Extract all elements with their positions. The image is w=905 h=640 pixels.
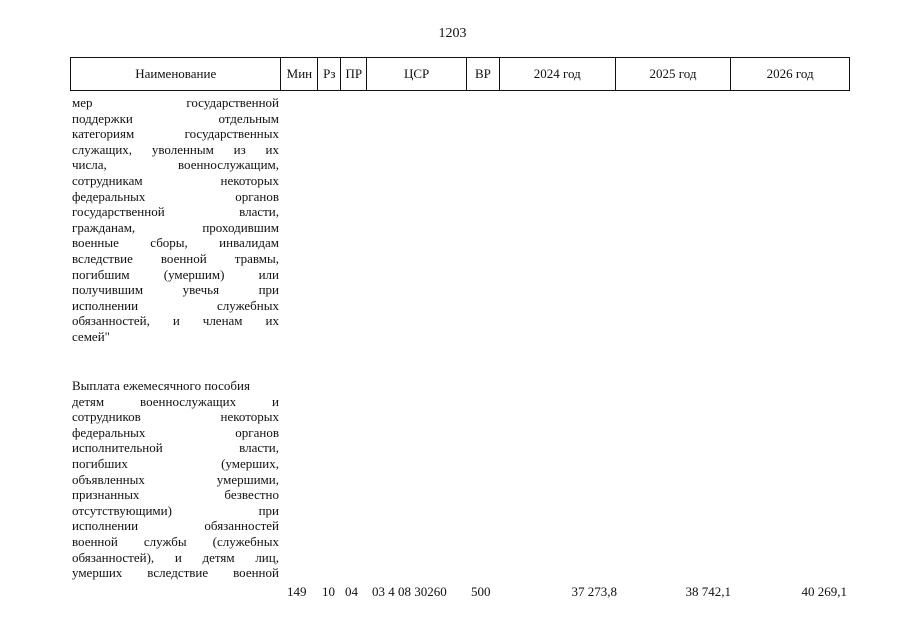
page-number: 1203 bbox=[438, 26, 467, 41]
header-2024: 2024 год bbox=[500, 58, 616, 90]
cell-2025: 38 742,1 bbox=[685, 584, 731, 599]
table-row bbox=[70, 584, 850, 600]
header-name: Наименование bbox=[71, 58, 281, 90]
text-line bbox=[72, 251, 279, 267]
word: уволенным bbox=[151, 141, 214, 157]
word: (умерших, bbox=[221, 455, 279, 471]
word: военной bbox=[72, 533, 118, 549]
word: инвалидам bbox=[219, 235, 279, 251]
text-line bbox=[72, 472, 279, 488]
word: органов bbox=[235, 188, 279, 204]
word: военнослужащим, bbox=[178, 157, 279, 173]
word: исполнении bbox=[72, 518, 139, 534]
word: умерших bbox=[72, 565, 123, 581]
text-line bbox=[72, 518, 279, 534]
text-line bbox=[72, 111, 279, 127]
text-line bbox=[72, 425, 279, 441]
cell-vr: 500 bbox=[471, 584, 491, 599]
text-line bbox=[72, 204, 279, 220]
cell-rz: 10 bbox=[322, 584, 335, 599]
text-line bbox=[72, 142, 279, 158]
word: власти, bbox=[239, 204, 279, 220]
word: детям bbox=[72, 393, 105, 409]
word: лиц, bbox=[255, 549, 279, 565]
word: федеральных bbox=[72, 424, 146, 440]
word: и bbox=[174, 549, 182, 565]
word: при bbox=[258, 502, 279, 518]
text-line: семей" bbox=[72, 328, 110, 344]
text-line bbox=[72, 189, 279, 205]
text-line bbox=[72, 456, 279, 472]
text-line bbox=[72, 282, 279, 298]
word: обязанностей bbox=[204, 518, 279, 534]
word: и bbox=[272, 393, 279, 409]
text-line bbox=[72, 126, 279, 142]
word: проходившим bbox=[202, 219, 279, 235]
word: отсутствующими) bbox=[72, 502, 172, 518]
text-line bbox=[72, 409, 279, 425]
cell-2024: 37 273,8 bbox=[571, 584, 617, 599]
word: при bbox=[258, 282, 279, 298]
word: службы bbox=[143, 533, 187, 549]
text-line bbox=[72, 173, 279, 189]
word: (умершим) bbox=[163, 266, 225, 282]
word: безвестно bbox=[224, 487, 279, 503]
word: (служебных bbox=[212, 533, 279, 549]
header-min: Мин bbox=[281, 58, 318, 90]
cell-csr: 03 4 08 30260 bbox=[372, 584, 447, 599]
header-vr: ВР bbox=[467, 58, 500, 90]
text-line: Выплата ежемесячного пособия bbox=[72, 378, 250, 393]
item-description bbox=[72, 378, 279, 581]
word: вследствие bbox=[147, 565, 209, 581]
header-2026: 2026 год bbox=[766, 66, 814, 81]
text-line bbox=[72, 267, 279, 283]
word: погибшим bbox=[72, 266, 130, 282]
word: числа, bbox=[72, 157, 107, 173]
word: сборы, bbox=[150, 235, 188, 251]
header-pr: ПР bbox=[341, 58, 367, 90]
text-line bbox=[72, 157, 279, 173]
text-line bbox=[72, 313, 279, 329]
header-2025: 2025 год bbox=[616, 58, 732, 90]
header-rz: Рз bbox=[318, 58, 341, 90]
table-header bbox=[70, 57, 850, 91]
word: мер bbox=[72, 95, 93, 110]
word: травмы, bbox=[234, 250, 279, 266]
word: членам bbox=[202, 313, 243, 329]
word: военнослужащих bbox=[140, 393, 237, 409]
word: сотрудников bbox=[72, 409, 141, 425]
text-line bbox=[72, 298, 279, 314]
text-line bbox=[72, 503, 279, 519]
word: военные bbox=[72, 235, 119, 251]
word: или bbox=[258, 266, 279, 282]
cell-2026: 40 269,1 bbox=[801, 584, 847, 599]
word: федеральных bbox=[72, 188, 146, 204]
word: отдельным bbox=[218, 110, 279, 126]
word: служащих, bbox=[72, 141, 133, 157]
word: их bbox=[265, 313, 279, 329]
word: объявленных bbox=[72, 471, 145, 487]
word: власти, bbox=[239, 440, 279, 456]
text-line bbox=[72, 550, 279, 566]
word: умершими, bbox=[216, 471, 279, 487]
word: поддержки bbox=[72, 110, 133, 126]
text-line bbox=[72, 565, 279, 581]
word: увечья bbox=[182, 282, 220, 298]
word: гражданам, bbox=[72, 219, 136, 235]
word: военной bbox=[160, 250, 207, 266]
word: обязанностей, bbox=[72, 313, 150, 329]
word: государственной bbox=[186, 95, 279, 110]
word: органов bbox=[235, 424, 279, 440]
text-line bbox=[72, 220, 279, 236]
word: и bbox=[172, 313, 180, 329]
word: сотрудникам bbox=[72, 172, 143, 188]
cell-pr: 04 bbox=[345, 584, 358, 599]
header-csr: ЦСР bbox=[367, 58, 467, 90]
word: служебных bbox=[217, 297, 279, 313]
word: категориям bbox=[72, 126, 135, 142]
word: некоторых bbox=[220, 172, 279, 188]
word: исполнении bbox=[72, 297, 139, 313]
word: погибших bbox=[72, 455, 128, 471]
word: признанных bbox=[72, 487, 140, 503]
text-line bbox=[72, 440, 279, 456]
text-line bbox=[72, 534, 279, 550]
text-line bbox=[72, 487, 279, 503]
word: их bbox=[265, 141, 279, 157]
word: вследствие bbox=[72, 250, 133, 266]
text-line bbox=[72, 235, 279, 251]
word: обязанностей), bbox=[72, 549, 155, 565]
word: некоторых bbox=[220, 409, 279, 425]
item-description-continuation bbox=[72, 95, 279, 345]
cell-min: 149 bbox=[287, 584, 307, 599]
word: из bbox=[233, 141, 246, 157]
word: государственных bbox=[184, 126, 279, 142]
text-line bbox=[72, 95, 279, 111]
word: исполнительной bbox=[72, 440, 163, 456]
word: государственной bbox=[72, 204, 165, 220]
text-line bbox=[72, 394, 279, 410]
word: получившим bbox=[72, 282, 144, 298]
word: детям bbox=[202, 549, 235, 565]
word: военной bbox=[233, 565, 279, 581]
